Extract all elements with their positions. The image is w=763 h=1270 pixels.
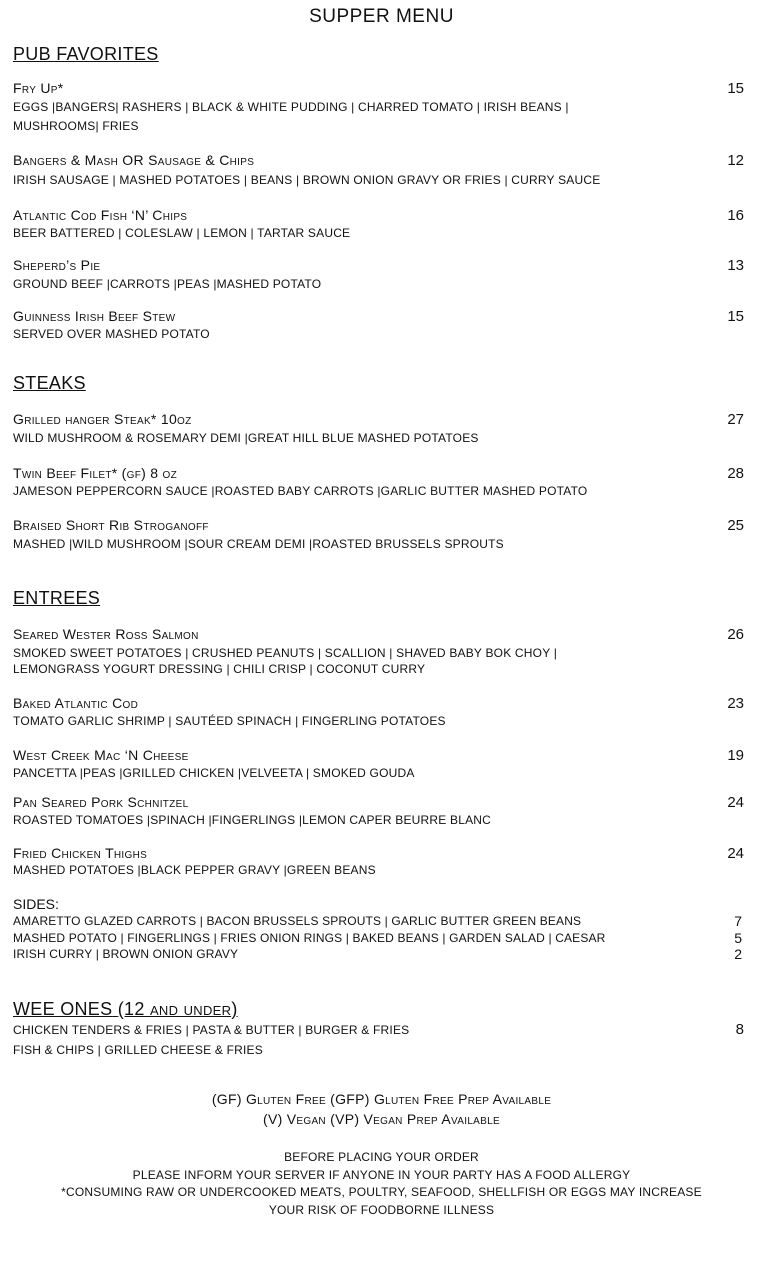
- side-line: IRISH CURRY | BROWN ONION GRAVY: [13, 947, 239, 961]
- item-name: Braised Short Rib Stroganoff: [13, 517, 209, 533]
- wee-ones-heading: WEE ONES: [13, 999, 113, 1019]
- diet-legend: (GF) Gluten Free (GFP) Gluten Free Prep Available: [211, 1091, 552, 1107]
- section-title-wee-ones: [13, 999, 238, 1020]
- item-price: 12: [727, 152, 744, 169]
- item-description: MASHED |WILD MUSHROOM |SOUR CREAM DEMI |ROASTED BRUSSELS SPROUTS: [13, 537, 504, 551]
- wee-ones-price: 8: [735, 1021, 744, 1038]
- item-description: BEER BATTERED | COLESLAW | LEMON | TARTAR SAUCE: [13, 226, 351, 240]
- item-name: Baked Atlantic Cod: [13, 695, 139, 711]
- side-price: 7: [734, 913, 742, 929]
- item-name: Grilled hanger Steak* 10oz: [13, 411, 192, 427]
- side-price: 2: [734, 946, 742, 962]
- item-description: LEMONGRASS YOGURT DRESSING | CHILI CRISP | COCONUT CURRY: [13, 662, 426, 676]
- item-name: Fried Chicken Thighs: [13, 845, 148, 861]
- item-name: Atlantic Cod Fish ‘N’ Chips: [13, 207, 188, 223]
- side-price: 5: [734, 930, 742, 946]
- diet-legend: (V) Vegan (VP) Vegan Prep Available: [263, 1111, 500, 1127]
- item-name: West Creek Mac ‘N Cheese: [13, 747, 189, 763]
- section-title-entrees: ENTREES: [13, 588, 101, 608]
- item-price: 25: [727, 517, 744, 534]
- item-price: 16: [727, 207, 744, 224]
- item-price: 13: [727, 257, 744, 274]
- item-description: MASHED POTATOES |BLACK PEPPER GRAVY |GREEN BEANS: [13, 863, 376, 877]
- allergy-notice: YOUR RISK OF FOODBORNE ILLNESS: [268, 1203, 495, 1217]
- item-price: 19: [727, 747, 744, 764]
- item-description: WILD MUSHROOM & ROSEMARY DEMI |GREAT HILL BLUE MASHED POTATOES: [13, 431, 479, 445]
- item-description: JAMESON PEPPERCORN SAUCE |ROASTED BABY CARROTS |GARLIC BUTTER MASHED POTATO: [13, 484, 588, 498]
- menu-title: SUPPER MENU: [309, 6, 454, 27]
- item-description: MUSHROOMS| FRIES: [13, 119, 139, 133]
- sides-heading: SIDES:: [13, 896, 59, 912]
- item-name: Seared Wester Ross Salmon: [13, 626, 199, 642]
- item-description: GROUND BEEF |CARROTS |PEAS |MASHED POTATO: [13, 277, 322, 291]
- item-name: Sheperd’s Pie: [13, 257, 101, 273]
- item-description: PANCETTA |PEAS |GRILLED CHICKEN |VELVEETA | SMOKED GOUDA: [13, 766, 415, 780]
- side-line: AMARETTO GLAZED CARROTS | BACON BRUSSELS SPROUTS | GARLIC BUTTER GREEN BEANS: [13, 914, 582, 928]
- item-description: TOMATO GARLIC SHRIMP | SAUTÉED SPINACH | FINGERLING POTATOES: [13, 714, 446, 728]
- item-price: 24: [727, 845, 744, 862]
- item-price: 15: [727, 80, 744, 97]
- allergy-notice: PLEASE INFORM YOUR SERVER IF ANYONE IN YOUR PARTY HAS A FOOD ALLERGY: [132, 1168, 631, 1182]
- item-name: Fry Up*: [13, 80, 64, 96]
- item-price: 23: [727, 695, 744, 712]
- item-price: 27: [727, 411, 744, 428]
- item-name: Pan Seared Pork Schnitzel: [13, 794, 189, 810]
- item-name: Twin Beef Filet* (gf) 8 oz: [13, 465, 178, 481]
- item-price: 24: [727, 794, 744, 811]
- item-price: 15: [727, 308, 744, 325]
- side-line: MASHED POTATO | FINGERLINGS | FRIES ONION RINGS | BAKED BEANS | GARDEN SALAD | CAESAR: [13, 931, 606, 945]
- wee-ones-subheading: (12 and under): [117, 999, 238, 1019]
- allergy-notice: BEFORE PLACING YOUR ORDER: [284, 1150, 479, 1164]
- item-price: 26: [727, 626, 744, 643]
- section-title-steaks: STEAKS: [13, 373, 86, 393]
- wee-ones-line: FISH & CHIPS | GRILLED CHEESE & FRIES: [13, 1043, 263, 1057]
- item-description: ROASTED TOMATOES |SPINACH |FINGERLINGS |LEMON CAPER BEURRE BLANC: [13, 813, 492, 827]
- wee-ones-line: CHICKEN TENDERS & FRIES | PASTA & BUTTER | BURGER & FRIES: [13, 1023, 410, 1037]
- allergy-notice: *CONSUMING RAW OR UNDERCOOKED MEATS, POULTRY, SEAFOOD, SHELLFISH OR EGGS MAY INCREASE: [61, 1185, 702, 1199]
- item-description: SMOKED SWEET POTATOES | CRUSHED PEANUTS | SCALLION | SHAVED BABY BOK CHOY |: [13, 646, 558, 660]
- section-title-pub-favorites: PUB FAVORITES: [13, 44, 159, 64]
- item-name: Bangers & Mash OR Sausage & Chips: [13, 152, 255, 168]
- item-description: IRISH SAUSAGE | MASHED POTATOES | BEANS | BROWN ONION GRAVY OR FRIES | CURRY SAUCE: [13, 173, 601, 187]
- item-name: Guinness Irish Beef Stew: [13, 308, 176, 324]
- item-description: EGGS |BANGERS| RASHERS | BLACK & WHITE PUDDING | CHARRED TOMATO | IRISH BEANS |: [13, 100, 569, 114]
- item-description: SERVED OVER MASHED POTATO: [13, 327, 210, 341]
- item-price: 28: [727, 465, 744, 482]
